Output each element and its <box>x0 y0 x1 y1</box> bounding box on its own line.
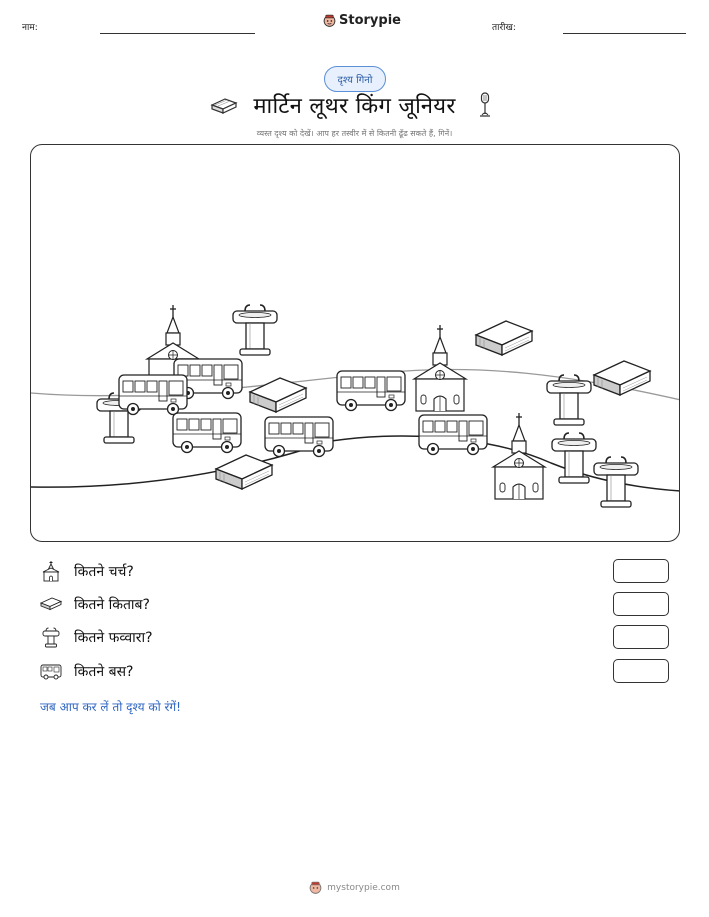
activity-badge: दृश्य गिनो <box>324 66 386 92</box>
scene-illustration <box>31 145 680 542</box>
answer-box-book[interactable] <box>613 592 669 616</box>
microphone-icon <box>470 92 500 118</box>
church-icon <box>40 560 62 582</box>
name-label: नाम: <box>22 23 38 33</box>
busy-scene <box>30 144 680 542</box>
book-icon <box>40 593 62 615</box>
brand-name: Storypie <box>339 13 401 28</box>
page-title: मार्टिन लूथर किंग जूनियर <box>253 94 456 119</box>
bus-icon <box>40 660 62 682</box>
answer-box-church[interactable] <box>613 559 669 583</box>
answer-box-bus[interactable] <box>613 659 669 683</box>
answer-box-fountain[interactable] <box>613 625 669 649</box>
question-church-text: कितने चर्च? <box>74 563 134 580</box>
brand <box>323 13 401 28</box>
title-row <box>0 90 709 120</box>
question-fountain-text: कितने फव्वारा? <box>74 629 153 646</box>
date-line[interactable] <box>563 33 686 34</box>
fountain-icon <box>40 626 62 648</box>
coloring-note: जब आप कर लें तो दृश्य को रंगें! <box>40 700 181 714</box>
instructions: व्यस्त दृश्य को देखें। आप हर तस्वीर में से कितनी ढूँढ सकते हैं, गिनें। <box>256 129 453 138</box>
footer-url[interactable]: mystorypie.com <box>327 882 400 893</box>
footer <box>0 881 709 894</box>
question-bus <box>40 659 133 683</box>
book-icon <box>209 92 239 118</box>
storypie-logo-icon <box>309 881 322 894</box>
question-fountain <box>40 625 153 649</box>
question-book <box>40 592 150 616</box>
question-book-text: कितने किताब? <box>74 596 150 613</box>
question-church <box>40 559 134 583</box>
question-bus-text: कितने बस? <box>74 663 134 680</box>
storypie-logo-icon <box>323 14 336 27</box>
name-line[interactable] <box>100 33 255 34</box>
date-label: तारीख: <box>492 23 516 33</box>
